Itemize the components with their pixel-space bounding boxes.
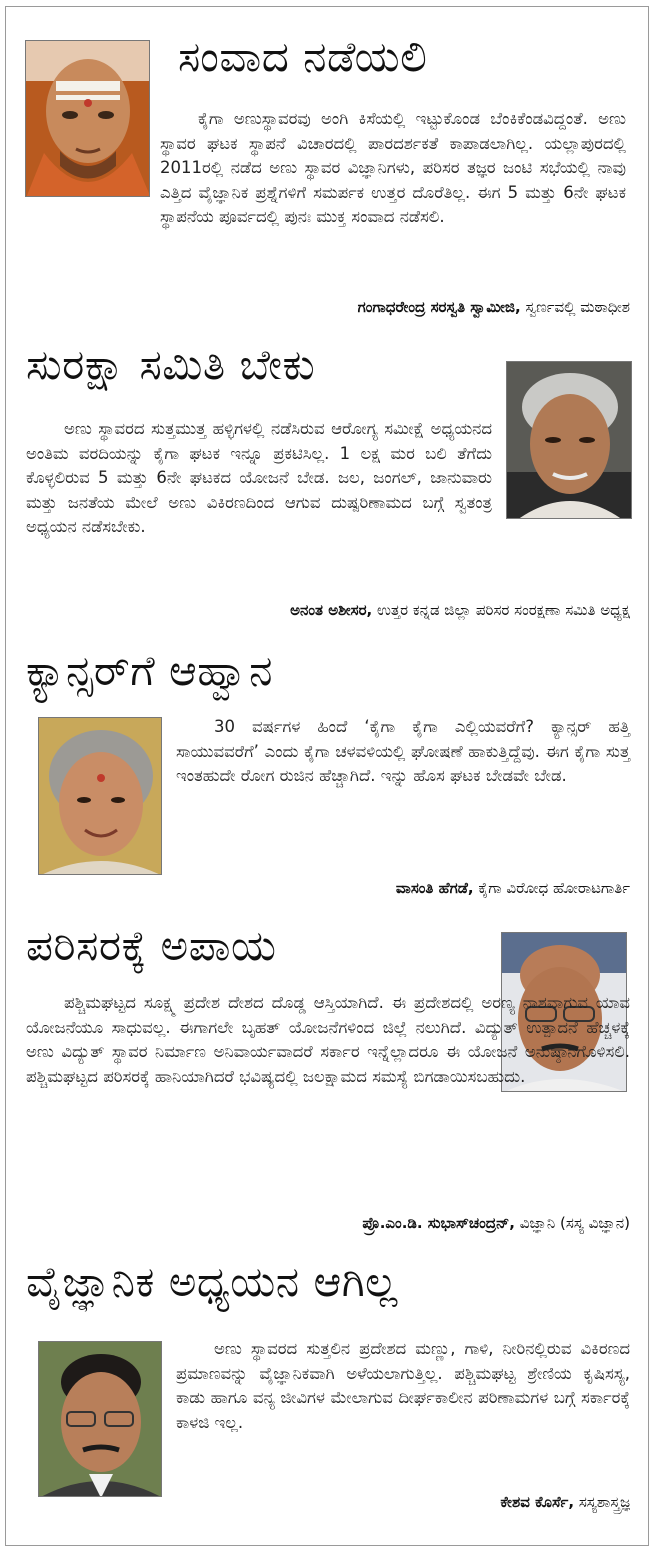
byline	[358, 296, 630, 318]
byline	[362, 1212, 630, 1234]
byline-role: ಸಸ್ಯಶಾಸ್ತ್ರಜ್ಞ	[578, 1493, 630, 1511]
portrait-keshava-korse	[38, 1341, 162, 1497]
byline-role: ಉತ್ತರ ಕನ್ನಡ ಜಿಲ್ಲಾ ಪರಿಸರ ಸಂರಕ್ಷಣಾ ಸಮಿತಿ ಅಧ್ಯಕ್ಷ	[377, 601, 630, 619]
byline-name: ಕೇಶವ ಕೊರ್ಸೆ,	[500, 1493, 575, 1511]
portrait-vasanthi-hegde	[38, 717, 162, 875]
newspaper-clipping	[5, 6, 649, 1546]
byline-name: ವಾಸಂತಿ ಹೆಗಡೆ,	[395, 879, 474, 897]
byline-name: ಪ್ರೊ.ಎಂ.ಡಿ. ಸುಭಾಸ್‌ಚಂದ್ರನ್,	[362, 1214, 516, 1232]
article-body: ಅಣು ಸ್ಥಾವರದ ಸುತ್ತಲಿನ ಪ್ರದೇಶದ ಮಣ್ಣು, ಗಾಳಿ, ನೀರಿನಲ್ಲಿರುವ ವಿಕಿರಣದ ಪ್ರಮಾಣವನ್ನು ವೈಜ್ಞಾನಿಕವಾಗಿ ಅಳೆಯಲಾಗುತ್ತಿಲ್ಲ. ಪಶ್ಚಿಮಘಟ್ಟ ಶ್ರೇಣಿಯ ಕೃಷಿಸಸ್ಯ, ಕಾಡು ಹಾಗೂ ವನ್ಯ ಜೀವಿಗಳ ಮೇಲಾಗುವ ದೀರ್ಘಕಾಲೀನ ಪರಿಣಾಮಗಳ ಬಗ್ಗೆ ಸರ್ಕಾರಕ್ಕೆ ಕಾಳಜಿ ಇಲ್ಲ.	[176, 1339, 630, 1432]
headline: ಸಂವಾದ ನಡೆಯಲಿ	[178, 32, 428, 81]
byline	[290, 599, 630, 621]
headline: ಸುರಕ್ಷಾ ಸಮಿತಿ ಬೇಕು	[26, 340, 316, 389]
article-body: 30 ವರ್ಷಗಳ ಹಿಂದೆ ‘ಕೈಗಾ ಕೈಗಾ ಎಲ್ಲಿಯವರೆಗೆ? ಕ್ಯಾನ್ಸರ್ ಹತ್ತಿ ಸಾಯುವವರೆಗೆ’ ಎಂದು ಕೈಗಾ ಚಳವಳಿಯಲ್ಲಿ ಘೋಷಣೆ ಹಾಕುತ್ತಿದ್ದೆವು. ಈಗ ಕೈಗಾ ಸುತ್ತ ಇಂತಹುದೇ ರೋಗ ರುಜಿನ ಹೆಚ್ಚಾಗಿದೆ. ಇನ್ನು ಹೊಸ ಘಟಕ ಬೇಡವೇ ಬೇಡ.	[176, 717, 630, 785]
byline-name: ಗಂಗಾಧರೇಂದ್ರ ಸರಸ್ವತಿ ಸ್ವಾಮೀಜಿ,	[357, 298, 521, 316]
headline: ಪರಿಸರಕ್ಕೆ ಅಪಾಯ	[26, 921, 277, 970]
article-body: ಪಶ್ಚಿಮಘಟ್ಟದ ಸೂಕ್ಷ್ಮ ಪ್ರದೇಶ ದೇಶದ ದೊಡ್ಡ ಆಸ್ತಿಯಾಗಿದೆ. ಈ ಪ್ರದೇಶದಲ್ಲಿ ಅರಣ್ಯ ನಾಶವಾಗುವ ಯಾವ ಯೋಜನೆಯೂ ಸಾಧುವಲ್ಲ. ಈಗಾಗಲೇ ಬೃಹತ್ ಯೋಜನೆಗಳಿಂದ ಜಿಲ್ಲೆ ನಲುಗಿದೆ. ವಿದ್ಯುತ್ ಉತ್ಪಾದನೆ ಹೆಚ್ಚಳಕ್ಕೆ ಅಣು ವಿದ್ಯುತ್ ಸ್ಥಾವರ ನಿರ್ಮಾಣ ಅನಿವಾರ್ಯವಾದರೆ ಸರ್ಕಾರ ಇನ್ನೆಲ್ಲಾದರೂ ಈ ಯೋಜನೆ ಅನುಷ್ಠಾನಗೊಳಿಸಲಿ. ಪಶ್ಚಿಮಘಟ್ಟದ ಪರಿಸರಕ್ಕೆ ಹಾನಿಯಾಗಿದರೆ ಭವಿಷ್ಯದಲ್ಲಿ ಜಲಕ್ಷಾಮದ ಸಮಸ್ಯೆ ಬಿಗಡಾಯಿಸಬಹುದು.	[26, 993, 630, 1086]
portrait-ananth-asheesara	[506, 361, 632, 519]
portrait-swamiji	[25, 40, 150, 197]
headline: ವೈಜ್ಞಾನಿಕ ಅಧ್ಯಯನ ಆಗಿಲ್ಲ	[26, 1257, 398, 1306]
headline: ಕ್ಯಾನ್ಸರ್‌ಗೆ ಆಹ್ವಾನ	[26, 646, 274, 695]
byline-role: ಕೈಗಾ ವಿರೋಧ ಹೋರಾಟಗಾರ್ತಿ	[478, 879, 630, 897]
article-body: ಅಣು ಸ್ಥಾವರದ ಸುತ್ತಮುತ್ತ ಹಳ್ಳಿಗಳಲ್ಲಿ ನಡೆಸಿರುವ ಆರೋಗ್ಯ ಸಮೀಕ್ಷೆ ಅಧ್ಯಯನದ ಅಂತಿಮ ವರದಿಯನ್ನು ಕೈಗಾ ಘಟಕ ಇನ್ನೂ ಪ್ರಕಟಿಸಿಲ್ಲ. 1 ಲಕ್ಷ ಮರ ಬಲಿ ತೆಗೆದು ಕೊಳ್ಳಲಿರುವ 5 ಮತ್ತು 6ನೇ ಘಟಕದ ಯೋಜನೆ ಬೇಡ. ಜಲ, ಜಂಗಲ್, ಜಾನುವಾರು ಮತ್ತು ಜನತೆಯ ಮೇಲೆ ಅಣು ವಿಕಿರಣದಿಂದ ಆಗುವ ದುಷ್ಪರಿಣಾಮದ ಬಗ್ಗೆ ಸ್ವತಂತ್ರ ಅಧ್ಯಯನ ನಡೆಸಬೇಕು.	[26, 419, 492, 536]
byline-role: ವಿಜ್ಞಾನಿ (ಸಸ್ಯ ವಿಜ್ಞಾನ)	[519, 1214, 630, 1232]
byline	[500, 1491, 630, 1513]
byline-role: ಸ್ವರ್ಣವಲ್ಲಿ ಮಠಾಧೀಶ	[525, 298, 630, 316]
byline-name: ಅನಂತ ಅಶೀಸರ,	[290, 601, 373, 619]
byline	[396, 877, 630, 899]
article-body: ಕೈಗಾ ಅಣುಸ್ಥಾವರವು ಅಂಗಿ ಕಿಸೆಯಲ್ಲಿ ಇಟ್ಟುಕೊಂಡ ಬೆಂಕಿಕೆಂಡವಿದ್ದಂತೆ. ಅಣು ಸ್ಥಾವರ ಘಟಕ ಸ್ಥಾಪನೆ ವಿಚಾರದಲ್ಲಿ ಪಾರದರ್ಶಕತೆ ಕಾಪಾಡಲಾಗಿಲ್ಲ. ಯಲ್ಲಾಪುರದಲ್ಲಿ 2011ರಲ್ಲಿ ನಡೆದ ಅಣು ಸ್ಥಾವರ ವಿಜ್ಞಾನಿಗಳು, ಪರಿಸರ ತಜ್ಞರ ಜಂಟಿ ಸಭೆಯಲ್ಲಿ ನಾವು ಎತ್ತಿದ ವೈಜ್ಞಾನಿಕ ಪ್ರಶ್ನೆಗಳಿಗೆ ಸಮರ್ಪಕ ಉತ್ತರ ದೊರೆತಿಲ್ಲ. ಈಗ 5 ಮತ್ತು 6ನೇ ಘಟಕ ಸ್ಥಾಪನೆಯ ಪೂರ್ವದಲ್ಲಿ ಪುನಃ ಮುಕ್ತ ಸಂವಾದ ನಡೆಸಲಿ.	[160, 109, 626, 226]
